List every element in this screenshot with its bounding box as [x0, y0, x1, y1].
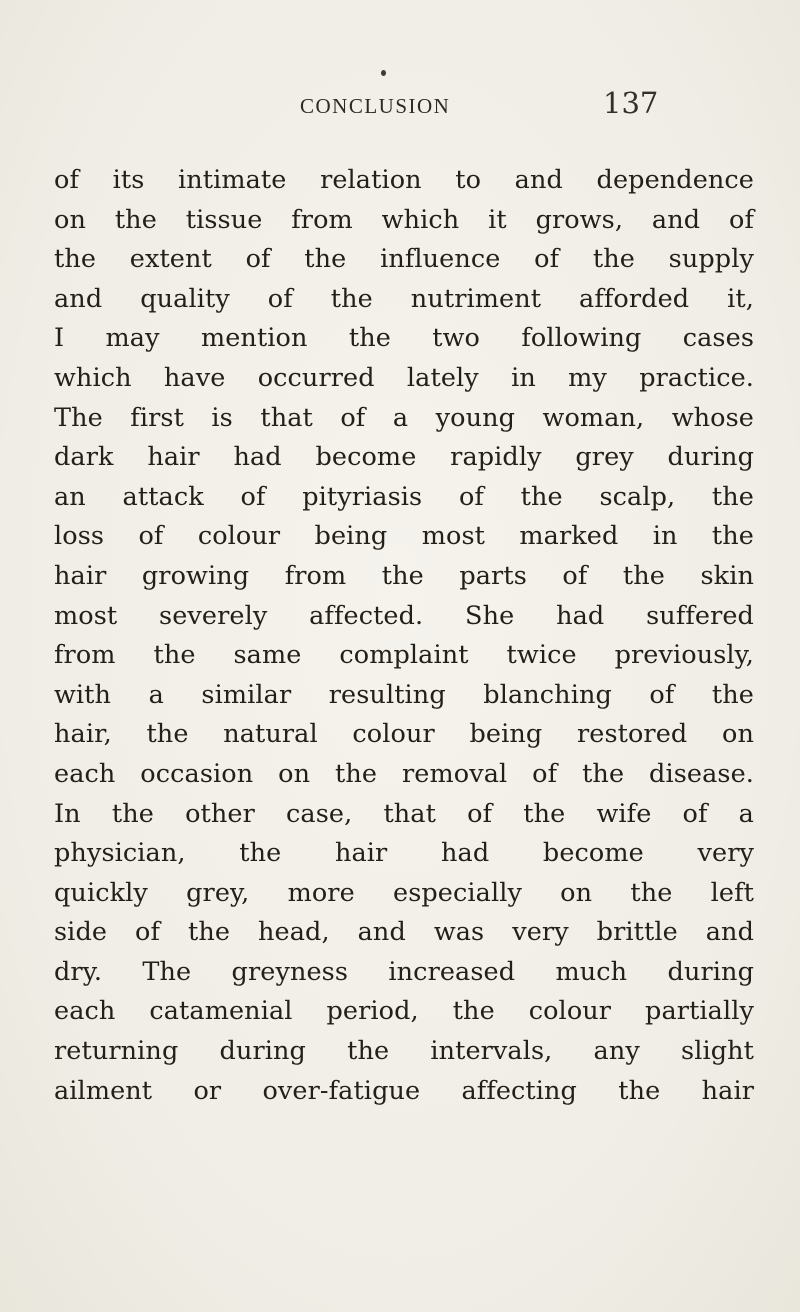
text-line: dry. The greyness increased much during: [54, 956, 754, 987]
text-line: dark hair had become rapidly grey during: [54, 442, 754, 473]
text-line: each occasion on the removal of the disease.: [54, 758, 754, 789]
text-line: physician, the hair had become very: [54, 838, 754, 869]
text-line: most severely affected. She had suffered: [54, 600, 754, 631]
text-line: with a similar resulting blanching of the: [54, 679, 754, 710]
page-number: 137: [603, 86, 659, 120]
text-line: each catamenial period, the colour partially: [54, 996, 754, 1027]
text-line: returning during the intervals, any slight: [54, 1036, 754, 1067]
text-line: hair growing from the parts of the skin: [54, 560, 754, 591]
text-line: the extent of the influence of the supply: [54, 244, 754, 275]
text-line: The first is that of a young woman, whose: [54, 402, 754, 433]
text-line: which have occurred lately in my practice.: [54, 362, 754, 393]
text-line: on the tissue from which it grows, and of: [54, 204, 754, 235]
text-line: side of the head, and was very brittle and: [54, 917, 754, 948]
text-line: of its intimate relation to and dependence: [54, 165, 754, 195]
page-header: [0, 86, 800, 126]
text-line: hair, the natural colour being restored on: [54, 719, 754, 750]
text-line: quickly grey, more especially on the left: [54, 877, 754, 908]
body-text: [54, 161, 754, 1111]
text-line: ailment or over-fatigue affecting the hair: [54, 1075, 754, 1106]
text-line: loss of colour being most marked in the: [54, 521, 754, 552]
text-line: and quality of the nutriment afforded it,: [54, 283, 754, 314]
ink-speck: [381, 70, 386, 76]
text-line: I may mention the two following cases: [54, 323, 754, 354]
text-line: an attack of pityriasis of the scalp, the: [54, 481, 754, 512]
running-head: CONCLUSION: [300, 94, 451, 118]
text-line: from the same complaint twice previously,: [54, 640, 754, 671]
text-line: In the other case, that of the wife of a: [54, 798, 754, 829]
